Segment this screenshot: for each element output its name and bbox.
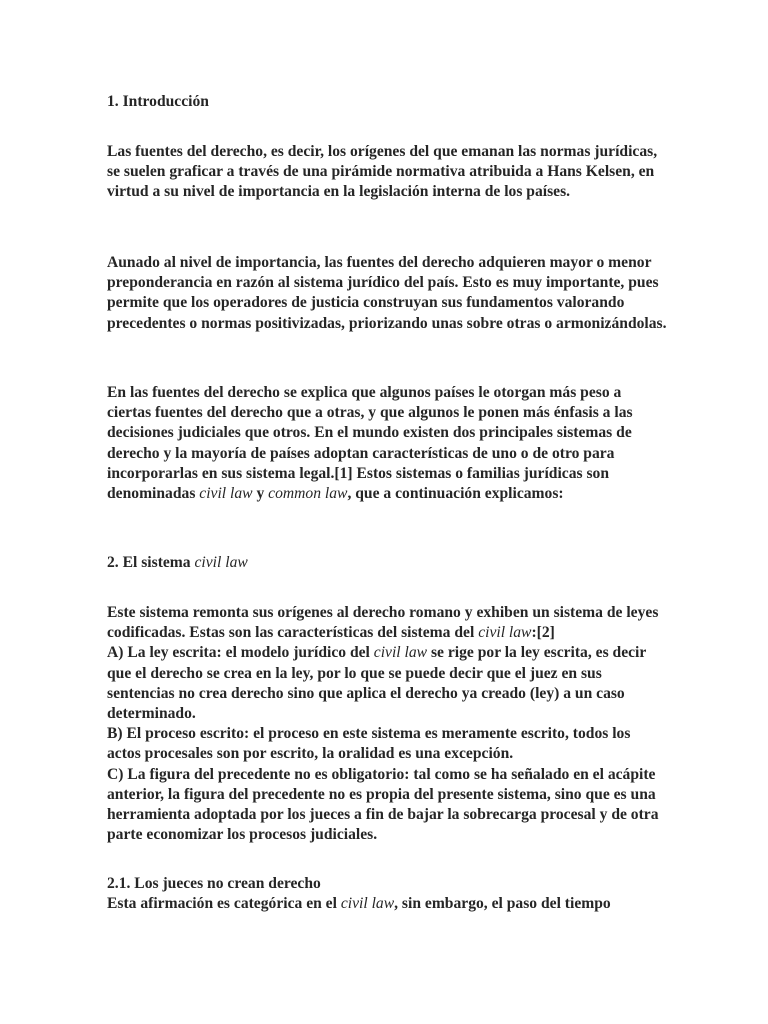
paragraph-1-text: Las fuentes del derecho, es decir, los orígenes del que emanan las normas jurídicas, se suelen graficar a través de una pirámide normativa atribuida a Hans Kelsen, en virtud a su nivel de importancia en la legislación interna de los países. (107, 143, 658, 201)
paragraph-3-text-a: En las fuentes del derecho se explica que algunos países le otorgan más peso a ciertas fuentes del derecho que a otras, y que algunos le ponen más énfasis a las decisiones judiciales que otros. En el mundo existen dos principales sistemas de derecho y la mayoría de países adoptan características de uno o de otro para incorporarlas en sus sistema legal.[1] Estos sistemas o familias jurídicas son denominadas (107, 384, 633, 503)
paragraph-4-intro (107, 603, 667, 643)
subsection-jueces-heading: 2.1. Los jueces no crean derecho (107, 875, 321, 892)
heading-civil-law (107, 553, 667, 573)
item-a-end: se rige por la ley escrita, es decir que el derecho se crea en la ley, por lo que se puede decir que el juez en sus sentencias no crea derecho sino que aplica el derecho ya creado (ley) a un caso determinado. (107, 644, 647, 723)
paragraph-4-item-b: B) El proceso escrito: el proceso en este sistema es meramente escrito, todos los actos procesales son por escrito, la oralidad es una excepción. (107, 725, 631, 763)
paragraph-4-intro-italic: civil law (478, 624, 532, 642)
paragraph-4-intro-start: Este sistema remonta sus orígenes al derecho romano y exhiben un sistema de leyes codificadas. Estas son las características del sistema del (107, 604, 659, 642)
paragraph-5-italic: civil law (340, 895, 395, 913)
paragraph-3-conj: y (252, 485, 269, 503)
paragraph-4-item-a (107, 643, 667, 724)
paragraph-3-text (107, 383, 667, 504)
paragraph-2-text: Aunado al nivel de importancia, las fuentes del derecho adquieren mayor o menor preponderancia en razón al sistema jurídico del país. Esto es muy importante, pues permite que los operadores de justicia construyan sus fundamentos valorando precedentes o normas positivizadas, priorizando unas sobre otras o armonizándolas. (107, 254, 667, 332)
paragraph-3-civil-law: civil law (199, 485, 253, 503)
heading-introduccion-text: 1. Introducción (107, 93, 209, 110)
paragraph-5-end: , sin embargo, el paso del tiempo (394, 895, 611, 913)
heading-civil-law-italic: civil law (194, 554, 248, 571)
paragraph-1 (107, 142, 667, 203)
paragraph-2 (107, 253, 667, 334)
heading-introduccion (107, 92, 667, 112)
paragraph-5 (107, 894, 667, 914)
paragraph-4-intro-end: :[2] (531, 624, 555, 642)
paragraph-5-start: Esta afirmación es categórica en el (107, 895, 341, 913)
paragraph-3 (107, 383, 667, 504)
paragraph-3-text-b: , que a continuación explicamos: (347, 485, 564, 503)
paragraph-4-item-c: C) La figura del precedente no es obligatorio: tal como se ha señalado en el acápite anterior, la figura del precedente no es propia del presente sistema, sino que es una herramienta adoptada por los jueces a fin de bajar la sobrecarga procesal y de otra parte economizar los procesos judiciales. (107, 765, 659, 844)
heading-civil-law-prefix: 2. El sistema (107, 554, 195, 571)
paragraph-3-common-law: common law (268, 485, 348, 503)
item-a-start: A) La ley escrita: el modelo jurídico del (107, 644, 374, 662)
heading-civil-law-text (107, 553, 667, 573)
item-a-italic: civil law (373, 644, 428, 662)
subsection-jueces (107, 874, 667, 914)
paragraph-4 (107, 603, 667, 845)
